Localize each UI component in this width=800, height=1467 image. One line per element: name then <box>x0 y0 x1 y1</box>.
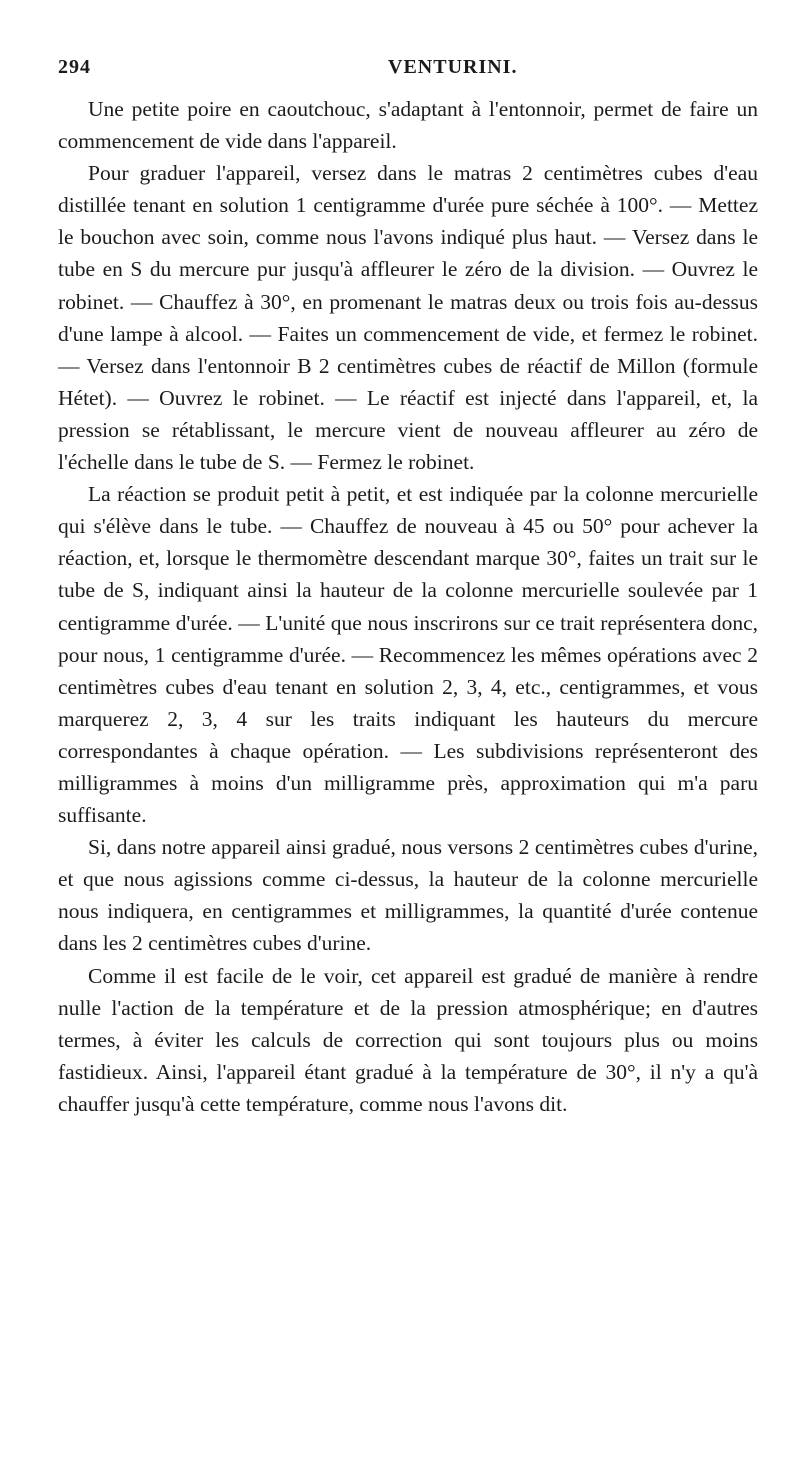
page-number: 294 <box>58 56 91 78</box>
running-head <box>58 56 758 86</box>
paragraph-poire: Une petite poire en caoutchouc, s'adaptant à l'entonnoir, permet de faire un commencement de vide dans l'appareil. <box>58 97 758 154</box>
paragraph-reaction: La réaction se produit petit à petit, et est indiquée par la colonne mercurielle qui s'élève dans le tube. — Chauffez de nouveau à 45 ou 50° pour achever la réaction, et, lorsque le thermomètre descendant marque 30°, faites un trait sur le tube de S, indiquant ainsi la hauteur de la colonne mercurielle soulevée par 1 centigramme d'urée. — L'unité que nous inscrirons sur ce trait représentera donc, pour nous, 1 centigramme d'urée. — Recommencez les mêmes opérations avec 2 centimètres cubes d'eau tenant en solution 2, 3, 4, etc., centigrammes, et vous marquerez 2, 3, 4 sur les traits indiquant les hauteurs du mercure correspondantes à chaque opération. — Les subdivisions représenteront des milligrammes à moins d'un milligramme près, approximation qui m'a paru suffisante. <box>58 482 758 828</box>
running-title: VENTURINI. <box>388 56 518 78</box>
paragraph-conclusion: Comme il est facile de le voir, cet appareil est gradué de manière à rendre nulle l'action de la température et de la pression atmosphérique; en d'autres termes, à éviter les calculs de correction qui sont toujours plus ou moins fastidieux. Ainsi, l'appareil étant gradué à la température de 30°, il n'y a qu'à chauffer jusqu'à cette température, comme nous l'avons dit. <box>58 963 758 1116</box>
paragraph-urine: Si, dans notre appareil ainsi gradué, nous versons 2 centimètres cubes d'urine, et que nous agissions comme ci-dessus, la hauteur de la colonne mercurielle nous indiquera, en centigrammes et milligrammes, la quantité d'urée contenue dans les 2 centimètres cubes d'urine. <box>58 835 758 956</box>
body-text <box>58 93 758 1120</box>
paragraph-graduation: Pour graduer l'appareil, versez dans le matras 2 centimètres cubes d'eau distillée tenant en solution 1 centigramme d'urée pure séchée à 100°. — Mettez le bouchon avec soin, comme nous l'avons indiqué plus haut. — Versez dans le tube en S du mercure pur jusqu'à affleurer le zéro de la division. — Ouvrez le robinet. — Chauffez à 30°, en promenant le matras deux ou trois fois au-dessus d'une lampe à alcool. — Faites un commencement de vide, et fermez le robinet. — Versez dans l'entonnoir B 2 centimètres cubes de réactif de Millon (formule Hétet). — Ouvrez le robinet. — Le réactif est injecté dans l'appareil, et, la pression se rétablissant, le mercure vient de nouveau affleurer au zéro de l'échelle dans le tube de S. — Fermez le robinet. <box>58 161 758 475</box>
